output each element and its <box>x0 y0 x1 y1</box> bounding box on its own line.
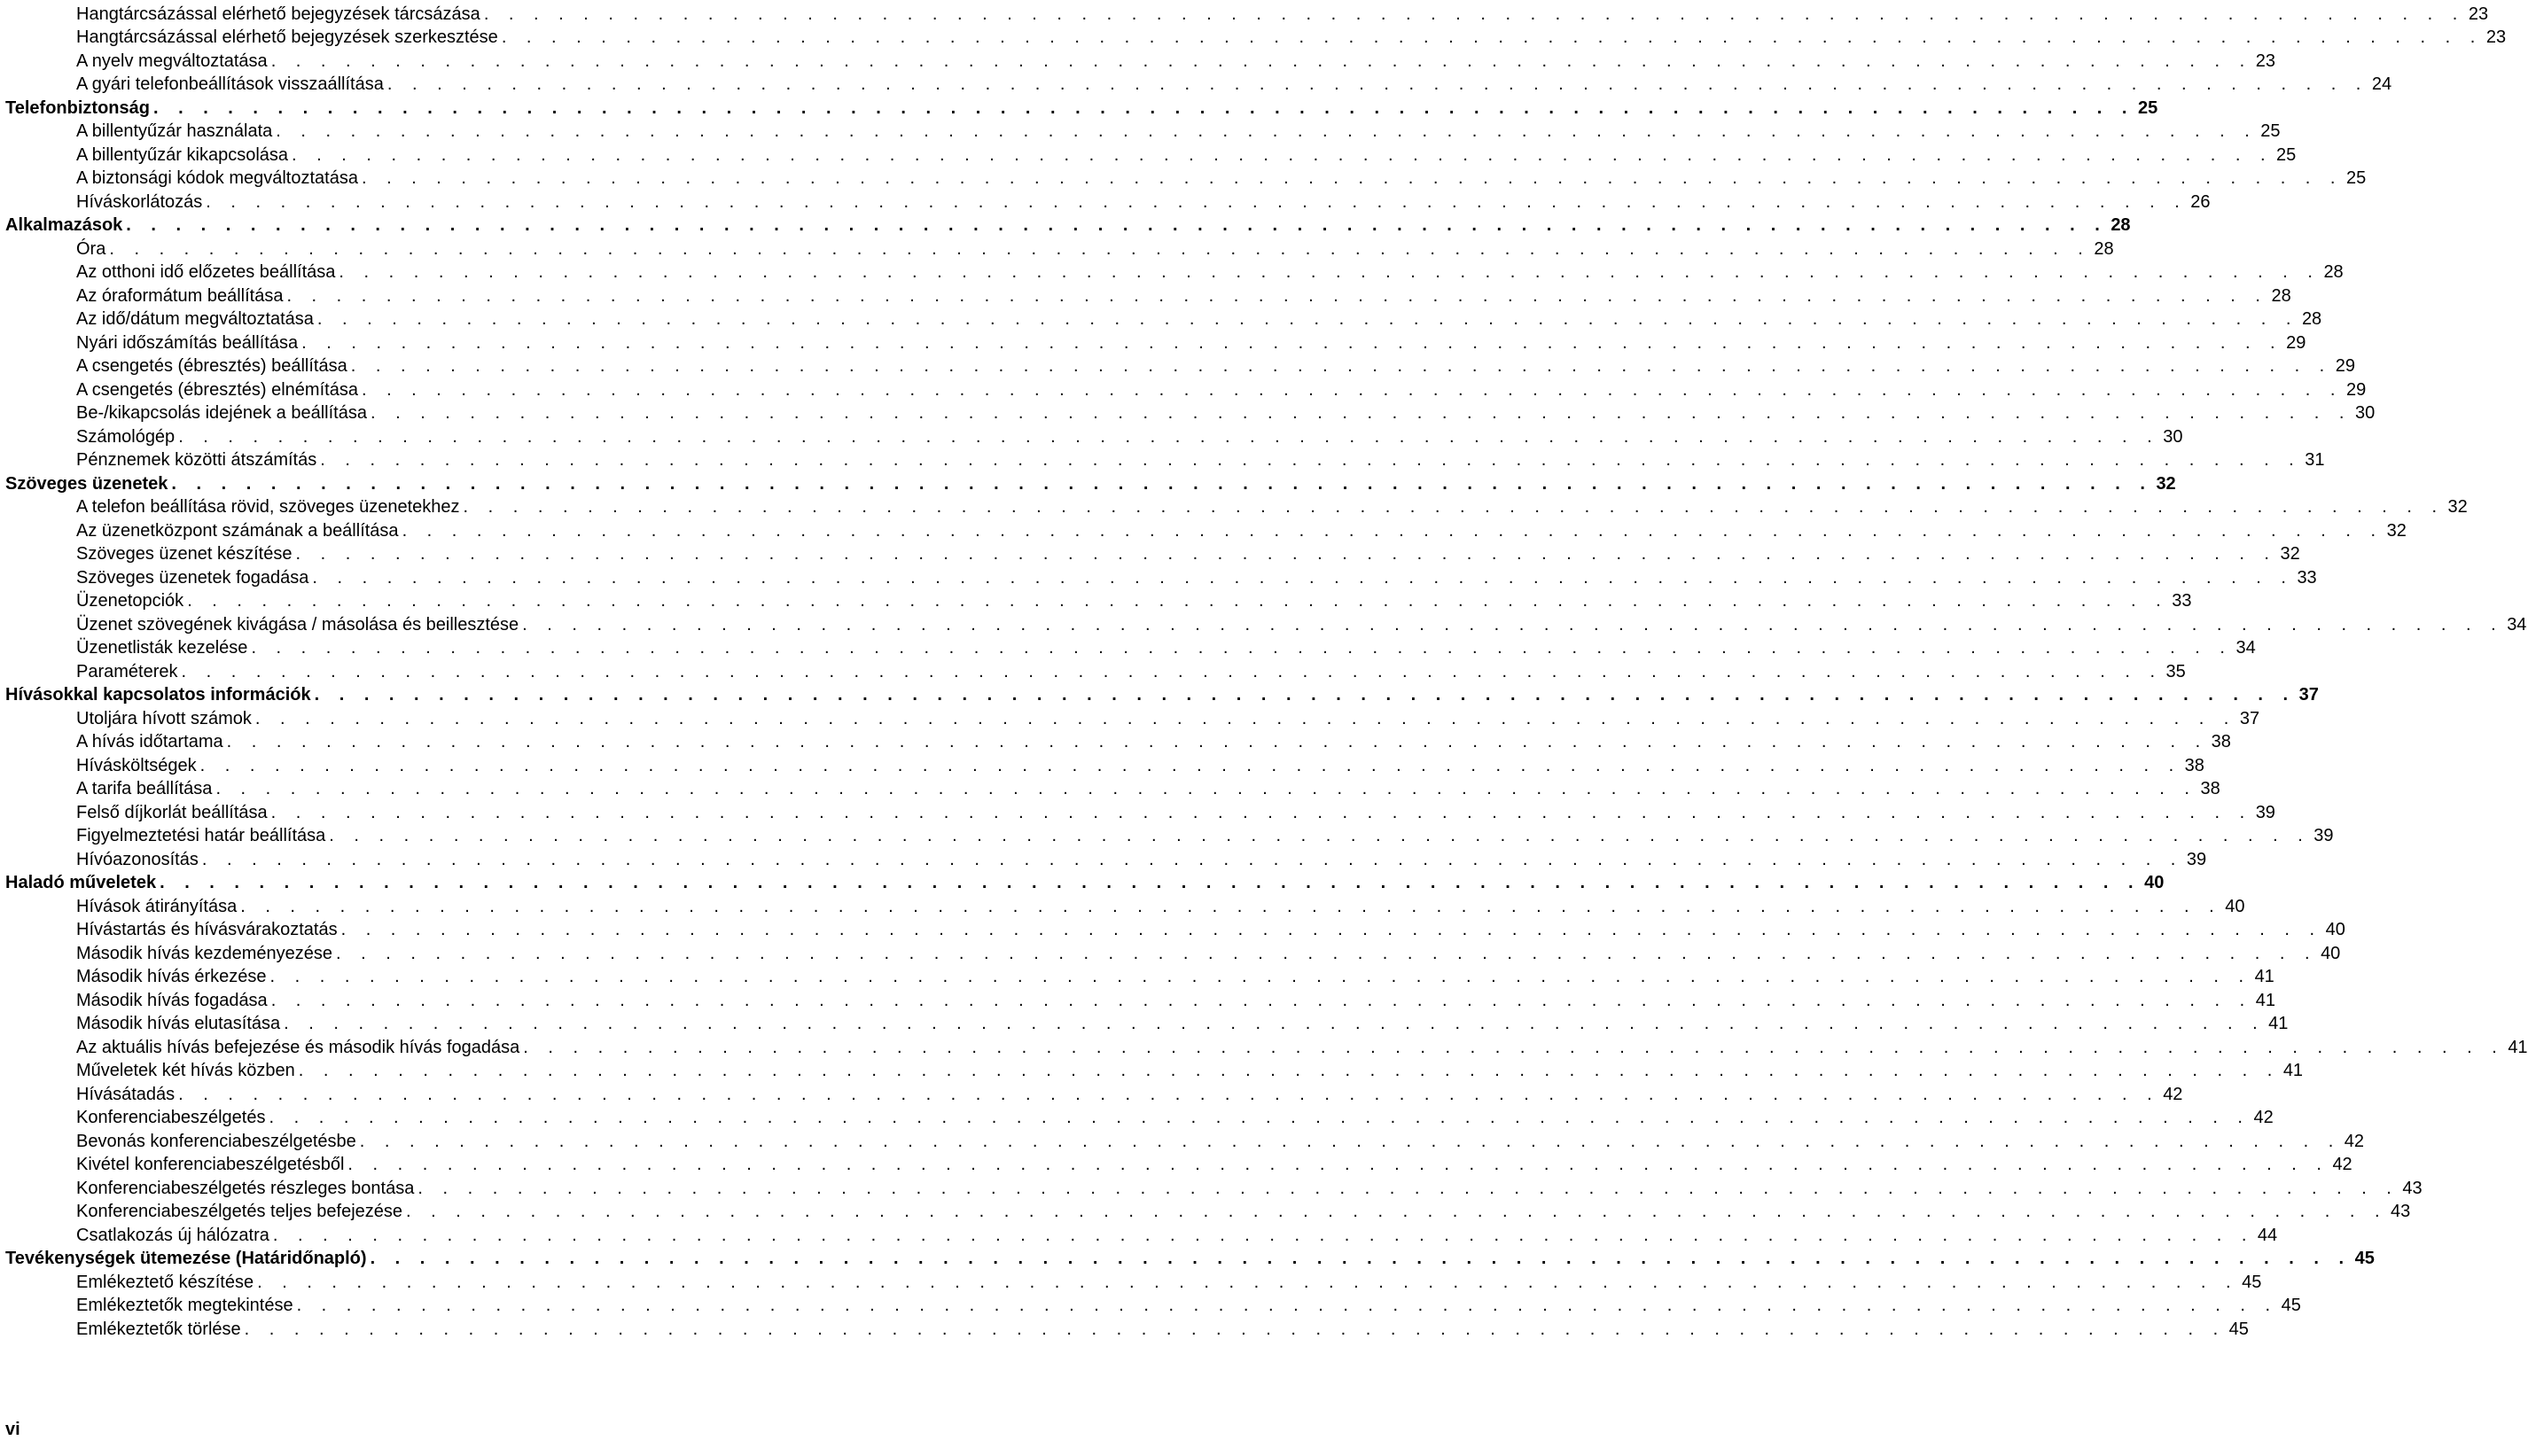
toc-entry-title: Második hívás elutasítása <box>76 1014 281 1033</box>
toc-entry-title: Második hívás kezdeményezése <box>76 943 333 963</box>
toc-entry-title: Üzenetlisták kezelése <box>76 638 248 658</box>
toc-subsection-entry <box>5 282 2291 306</box>
toc-entry-page: 43 <box>2391 1202 2411 1221</box>
toc-entry-title: Nyári időszámítás beállítása <box>76 332 299 353</box>
toc-entry-title: Híváskorlátozás <box>76 191 203 212</box>
toc-entry-page: 28 <box>2094 238 2114 259</box>
toc-entry-title: Be-/kikapcsolás idejének a beállítása <box>76 403 367 423</box>
toc-subsection-entry <box>5 1127 2365 1151</box>
toc-dot-leader: . . . . . . . . . . . . . . . . . . . . . . . . . . . . . . . . . . . . . . . . . . . . . . . . . . . . . . . . . . . . . . . . . . . . . . . . . . . . . . . . <box>339 262 2321 282</box>
toc-entry-page: 38 <box>2200 779 2220 798</box>
toc-entry-title: Haladó műveletek <box>5 873 157 892</box>
toc-subsection-entry <box>5 1057 2304 1081</box>
toc-dot-leader: . . . . . . . . . . . . . . . . . . . . . . . . . . . . . . . . . . . . . . . . . . . . . . . . . . . . . . . . . . . . . . . . . . . . . . . . . . . . . . . . <box>269 967 2251 986</box>
toc-entry-title: Pénznemek közötti átszámítás <box>76 450 317 470</box>
toc-entry-page: 37 <box>2239 708 2260 728</box>
toc-dot-leader: . . . . . . . . . . . . . . . . . . . . . . . . . . . . . . . . . . . . . . . . . . . . . . . . . . . . . . . . . . . . . . . . . . . . . . . . . . . . . . . . <box>215 779 2197 798</box>
toc-dot-leader: . . . . . . . . . . . . . . . . . . . . . . . . . . . . . . . . . . . . . . . . . . . . . . . . . . . . . . . . . . . . . . . . . . . . . . . . . . . . . . . . <box>298 1061 2280 1080</box>
toc-subsection-entry <box>5 494 2468 518</box>
toc-subsection-entry <box>5 1174 2423 1198</box>
toc-dot-leader: . . . . . . . . . . . . . . . . . . . . . . . . . . . . . . . . . . . . . . . . . . . . . . . . . . . . . . . . . . . . . . . . . . . . . . . . . . . . . . . . <box>276 121 2258 141</box>
toc-subsection-entry <box>5 705 2260 728</box>
toc-entry-title: Hívásköltségek <box>76 755 197 775</box>
toc-dot-leader: . . . . . . . . . . . . . . . . . . . . . . . . . . . . . . . . . . . . . . . . . . . . . . . . . . . . . . . . . . . . . . . . . . . . . . . . . . . . . . . . <box>370 1249 2352 1268</box>
toc-entry-title: Második hívás érkezése <box>76 967 267 986</box>
toc-dot-leader: . . . . . . . . . . . . . . . . . . . . . . . . . . . . . . . . . . . . . . . . . . . . . . . . . . . . . . . . . . . . . . . . . . . . . . . . . . . . . . . . <box>406 1202 2388 1221</box>
toc-entry-title: Felső díjkorlát beállítása <box>76 802 268 822</box>
toc-entry-page: 40 <box>2144 873 2165 892</box>
toc-entry-page: 25 <box>2345 168 2367 188</box>
toc-subsection-entry <box>5 658 2186 681</box>
toc-dot-leader: . . . . . . . . . . . . . . . . . . . . . . . . . . . . . . . . . . . . . . . . . . . . . . . . . . . . . . . . . . . . . . . . . . . . . . . . . . . . . . . . <box>286 285 2268 306</box>
toc-entry-page: 34 <box>2507 614 2527 635</box>
toc-subsection-entry <box>5 1151 2352 1175</box>
toc-subsection-entry <box>5 1010 2289 1034</box>
toc-entry-title: Az óraformátum beállítása <box>76 285 284 306</box>
toc-dot-leader: . . . . . . . . . . . . . . . . . . . . . . . . . . . . . . . . . . . . . . . . . . . . . . . . . . . . . . . . . . . . . . . . . . . . . . . . . . . . . . . . <box>316 309 2298 329</box>
toc-dot-leader: . . . . . . . . . . . . . . . . . . . . . . . . . . . . . . . . . . . . . . . . . . . . . . . . . . . . . . . . . . . . . . . . . . . . . . . . . . . . . . . . <box>522 614 2504 635</box>
toc-subsection-entry <box>5 845 2207 869</box>
toc-subsection-entry <box>5 1033 2528 1057</box>
toc-entry-page: 30 <box>2354 403 2376 423</box>
toc-entry-page: 39 <box>2255 802 2275 822</box>
toc-entry-title: Az idő/dátum megváltoztatása <box>76 309 314 329</box>
toc-section-entry <box>5 470 2176 494</box>
toc-entry-title: Üzenetopciók <box>76 591 184 611</box>
toc-entry-page: 23 <box>2255 51 2275 71</box>
toc-subsection-entry <box>5 635 2256 658</box>
toc-entry-title: Kivétel konferenciabeszélgetésből <box>76 1155 345 1174</box>
toc-subsection-entry <box>5 71 2392 95</box>
toc-dot-leader: . . . . . . . . . . . . . . . . . . . . . . . . . . . . . . . . . . . . . . . . . . . . . . . . . . . . . . . . . . . . . . . . . . . . . . . . . . . . . . . . <box>152 97 2134 118</box>
toc-entry-page: 25 <box>2276 144 2297 165</box>
toc-subsection-entry <box>5 751 2204 775</box>
toc-entry-title: Óra <box>76 238 106 259</box>
toc-dot-leader: . . . . . . . . . . . . . . . . . . . . . . . . . . . . . . . . . . . . . . . . . . . . . . . . . . . . . . . . . . . . . . . . . . . . . . . . . . . . . . . . <box>178 426 2160 447</box>
toc-dot-leader: . . . . . . . . . . . . . . . . . . . . . . . . . . . . . . . . . . . . . . . . . . . . . . . . . . . . . . . . . . . . . . . . . . . . . . . . . . . . . . . . <box>301 332 2283 353</box>
toc-dot-leader: . . . . . . . . . . . . . . . . . . . . . . . . . . . . . . . . . . . . . . . . . . . . . . . . . . . . . . . . . . . . . . . . . . . . . . . . . . . . . . . . <box>312 567 2294 588</box>
toc-entry-page: 41 <box>2268 1014 2289 1033</box>
toc-subsection-entry <box>5 400 2376 424</box>
toc-subsection-entry <box>5 306 2322 330</box>
toc-dot-leader: . . . . . . . . . . . . . . . . . . . . . . . . . . . . . . . . . . . . . . . . . . . . . . . . . . . . . . . . . . . . . . . . . . . . . . . . . . . . . . . . <box>340 920 2322 939</box>
toc-entry-title: Az üzenetközpont számának a beállítása <box>76 520 399 541</box>
toc-entry-title: A csengetés (ébresztés) beállítása <box>76 356 347 376</box>
toc-subsection-entry <box>5 728 2231 752</box>
toc-subsection-entry <box>5 423 2183 447</box>
toc-entry-page: 45 <box>2228 1319 2249 1339</box>
toc-dot-leader: . . . . . . . . . . . . . . . . . . . . . . . . . . . . . . . . . . . . . . . . . . . . . . . . . . . . . . . . . . . . . . . . . . . . . . . . . . . . . . . . <box>347 1155 2329 1174</box>
toc-entry-title: A billentyűzár kikapcsolása <box>76 144 289 165</box>
toc-dot-leader: . . . . . . . . . . . . . . . . . . . . . . . . . . . . . . . . . . . . . . . . . . . . . . . . . . . . . . . . . . . . . . . . . . . . . . . . . . . . . . . . <box>361 168 2343 188</box>
toc-entry-page: 39 <box>2313 826 2334 845</box>
toc-entry-page: 25 <box>2137 97 2158 118</box>
toc-subsection-entry <box>5 892 2245 916</box>
toc-entry-page: 41 <box>2508 1037 2528 1057</box>
toc-dot-leader: . . . . . . . . . . . . . . . . . . . . . . . . . . . . . . . . . . . . . . . . . . . . . . . . . . . . . . . . . . . . . . . . . . . . . . . . . . . . . . . . <box>181 661 2163 681</box>
toc-subsection-entry <box>5 517 2407 541</box>
toc-entry-title: Hívóazonosítás <box>76 849 199 869</box>
page-number: vi <box>5 1420 20 1439</box>
toc-entry-page: 28 <box>2323 262 2344 282</box>
toc-entry-page: 38 <box>2184 755 2204 775</box>
toc-entry-title: Konferenciabeszélgetés részleges bontása <box>76 1178 415 1198</box>
toc-entry-title: Hívásátadás <box>76 1084 176 1104</box>
toc-entry-page: 43 <box>2402 1178 2423 1198</box>
toc-subsection-entry <box>5 1315 2249 1339</box>
toc-subsection-entry <box>5 353 2355 377</box>
toc-subsection-entry <box>5 259 2344 283</box>
toc-dot-leader: . . . . . . . . . . . . . . . . . . . . . . . . . . . . . . . . . . . . . . . . . . . . . . . . . . . . . . . . . . . . . . . . . . . . . . . . . . . . . . . . <box>483 4 2465 24</box>
toc-dot-leader: . . . . . . . . . . . . . . . . . . . . . . . . . . . . . . . . . . . . . . . . . . . . . . . . . . . . . . . . . . . . . . . . . . . . . . . . . . . . . . . . <box>314 685 2296 705</box>
toc-entry-page: 40 <box>2321 943 2341 963</box>
toc-subsection-entry <box>5 0 2489 24</box>
toc-entry-page: 41 <box>2255 990 2275 1010</box>
toc-dot-leader: . . . . . . . . . . . . . . . . . . . . . . . . . . . . . . . . . . . . . . . . . . . . . . . . . . . . . . . . . . . . . . . . . . . . . . . . . . . . . . . . <box>320 450 2302 470</box>
toc-entry-title: Paraméterek <box>76 661 178 681</box>
toc-dot-leader: . . . . . . . . . . . . . . . . . . . . . . . . . . . . . . . . . . . . . . . . . . . . . . . . . . . . . . . . . . . . . . . . . . . . . . . . . . . . . . . . <box>226 732 2208 751</box>
toc-entry-title: Műveletek két hívás közben <box>76 1061 295 1080</box>
toc-entry-page: 40 <box>2225 896 2245 916</box>
toc-entry-page: 34 <box>2235 638 2256 658</box>
toc-subsection-entry <box>5 775 2220 799</box>
toc-subsection-entry <box>5 564 2317 588</box>
toc-entry-title: A nyelv megváltoztatása <box>76 51 268 71</box>
toc-dot-leader: . . . . . . . . . . . . . . . . . . . . . . . . . . . . . . . . . . . . . . . . . . . . . . . . . . . . . . . . . . . . . . . . . . . . . . . . . . . . . . . . <box>402 520 2384 541</box>
toc-section-entry <box>5 94 2158 118</box>
toc-dot-leader: . . . . . . . . . . . . . . . . . . . . . . . . . . . . . . . . . . . . . . . . . . . . . . . . . . . . . . . . . . . . . . . . . . . . . . . . . . . . . . . . <box>361 379 2343 400</box>
toc-subsection-entry <box>5 798 2275 822</box>
toc-subsection-entry <box>5 1080 2183 1104</box>
toc-entry-page: 38 <box>2211 732 2231 751</box>
toc-dot-leader: . . . . . . . . . . . . . . . . . . . . . . . . . . . . . . . . . . . . . . . . . . . . . . . . . . . . . . . . . . . . . . . . . . . . . . . . . . . . . . . . <box>251 638 2233 658</box>
toc-dot-leader: . . . . . . . . . . . . . . . . . . . . . . . . . . . . . . . . . . . . . . . . . . . . . . . . . . . . . . . . . . . . . . . . . . . . . . . . . . . . . . . . <box>501 27 2483 47</box>
toc-dot-leader: . . . . . . . . . . . . . . . . . . . . . . . . . . . . . . . . . . . . . . . . . . . . . . . . . . . . . . . . . . . . . . . . . . . . . . . . . . . . . . . . <box>270 990 2252 1010</box>
toc-entry-title: Szöveges üzenet készítése <box>76 544 293 564</box>
toc-subsection-entry <box>5 376 2367 400</box>
toc-entry-title: Konferenciabeszélgetés <box>76 1108 266 1127</box>
toc-entry-title: Szöveges üzenetek <box>5 473 168 494</box>
toc-entry-title: Számológép <box>76 426 176 447</box>
toc-entry-title: Emlékeztető készítése <box>76 1272 254 1292</box>
toc-entry-page: 32 <box>2156 473 2176 494</box>
toc-entry-title: Az aktuális hívás befejezése és második hívás fogadása <box>76 1037 520 1057</box>
toc-entry-page: 32 <box>2280 544 2300 564</box>
toc-section-entry <box>5 1245 2375 1269</box>
toc-dot-leader: . . . . . . . . . . . . . . . . . . . . . . . . . . . . . . . . . . . . . . . . . . . . . . . . . . . . . . . . . . . . . . . . . . . . . . . . . . . . . . . . <box>126 215 2108 235</box>
toc-entry-title: Második hívás fogadása <box>76 990 268 1010</box>
toc-subsection-entry <box>5 1198 2411 1222</box>
toc-entry-title: Emlékeztetők megtekintése <box>76 1296 293 1315</box>
toc-dot-leader: . . . . . . . . . . . . . . . . . . . . . . . . . . . . . . . . . . . . . . . . . . . . . . . . . . . . . . . . . . . . . . . . . . . . . . . . . . . . . . . . <box>270 802 2252 822</box>
toc-dot-leader: . . . . . . . . . . . . . . . . . . . . . . . . . . . . . . . . . . . . . . . . . . . . . . . . . . . . . . . . . . . . . . . . . . . . . . . . . . . . . . . . <box>109 238 2091 259</box>
toc-subsection-entry <box>5 822 2334 846</box>
toc-dot-leader: . . . . . . . . . . . . . . . . . . . . . . . . . . . . . . . . . . . . . . . . . . . . . . . . . . . . . . . . . . . . . . . . . . . . . . . . . . . . . . . . <box>386 74 2368 94</box>
toc-entry-page: 32 <box>2386 520 2407 541</box>
toc-dot-leader: . . . . . . . . . . . . . . . . . . . . . . . . . . . . . . . . . . . . . . . . . . . . . . . . . . . . . . . . . . . . . . . . . . . . . . . . . . . . . . . . <box>463 497 2445 517</box>
toc-entry-page: 42 <box>2344 1131 2365 1151</box>
toc-subsection-entry <box>5 24 2507 48</box>
toc-subsection-entry <box>5 188 2211 212</box>
toc-entry-title: Utoljára hívott számok <box>76 708 252 728</box>
toc-entry-title: Hangtárcsázással elérhető bejegyzések tárcsázása <box>76 4 480 24</box>
toc-dot-leader: . . . . . . . . . . . . . . . . . . . . . . . . . . . . . . . . . . . . . . . . . . . . . . . . . . . . . . . . . . . . . . . . . . . . . . . . . . . . . . . . <box>160 873 2142 892</box>
toc-entry-title: Figyelmeztetési határ beállítása <box>76 826 326 845</box>
table-of-contents <box>5 0 2528 1339</box>
toc-subsection-entry <box>5 1221 2278 1245</box>
toc-dot-leader: . . . . . . . . . . . . . . . . . . . . . . . . . . . . . . . . . . . . . . . . . . . . . . . . . . . . . . . . . . . . . . . . . . . . . . . . . . . . . . . . <box>292 144 2274 165</box>
toc-entry-page: 45 <box>2242 1272 2262 1292</box>
toc-subsection-entry <box>5 141 2297 165</box>
toc-dot-leader: . . . . . . . . . . . . . . . . . . . . . . . . . . . . . . . . . . . . . . . . . . . . . . . . . . . . . . . . . . . . . . . . . . . . . . . . . . . . . . . . <box>171 473 2153 494</box>
toc-entry-page: 29 <box>2286 332 2306 353</box>
toc-entry-title: Konferenciabeszélgetés teljes befejezése <box>76 1202 403 1221</box>
toc-entry-page: 40 <box>2325 920 2345 939</box>
toc-dot-leader: . . . . . . . . . . . . . . . . . . . . . . . . . . . . . . . . . . . . . . . . . . . . . . . . . . . . . . . . . . . . . . . . . . . . . . . . . . . . . . . . <box>336 943 2318 963</box>
toc-entry-page: 32 <box>2447 497 2468 517</box>
toc-subsection-entry <box>5 588 2192 611</box>
toc-subsection-entry <box>5 1268 2262 1292</box>
toc-subsection-entry <box>5 165 2367 189</box>
toc-entry-title: Alkalmazások <box>5 215 123 235</box>
toc-entry-title: Üzenet szövegének kivágása / másolása és beillesztése <box>76 614 519 635</box>
toc-entry-page: 25 <box>2260 121 2281 141</box>
toc-subsection-entry <box>5 329 2306 353</box>
toc-entry-page: 41 <box>2282 1061 2304 1080</box>
toc-entry-page: 44 <box>2257 1225 2278 1245</box>
toc-entry-page: 29 <box>2345 379 2367 400</box>
toc-subsection-entry <box>5 47 2275 71</box>
toc-entry-page: 29 <box>2335 356 2355 376</box>
toc-section-entry <box>5 681 2319 705</box>
toc-entry-title: Hangtárcsázással elérhető bejegyzések szerkesztése <box>76 27 498 47</box>
toc-dot-leader: . . . . . . . . . . . . . . . . . . . . . . . . . . . . . . . . . . . . . . . . . . . . . . . . . . . . . . . . . . . . . . . . . . . . . . . . . . . . . . . . <box>296 1296 2278 1315</box>
toc-entry-page: 45 <box>2281 1296 2301 1315</box>
toc-section-entry <box>5 212 2131 236</box>
toc-entry-title: Hívások átirányítása <box>76 896 238 916</box>
toc-entry-page: 42 <box>2332 1155 2352 1174</box>
toc-entry-title: Telefonbiztonság <box>5 97 150 118</box>
toc-subsection-entry <box>5 1104 2274 1128</box>
toc-entry-page: 28 <box>2111 215 2131 235</box>
toc-entry-title: Az otthoni idő előzetes beállítása <box>76 262 336 282</box>
toc-entry-title: Hívástartás és hívásvárakoztatás <box>76 920 338 939</box>
toc-entry-title: Tevékenységek ütemezése (Határidőnapló) <box>5 1249 367 1268</box>
toc-subsection-entry <box>5 235 2114 259</box>
toc-dot-leader: . . . . . . . . . . . . . . . . . . . . . . . . . . . . . . . . . . . . . . . . . . . . . . . . . . . . . . . . . . . . . . . . . . . . . . . . . . . . . . . . <box>359 1131 2341 1151</box>
toc-dot-leader: . . . . . . . . . . . . . . . . . . . . . . . . . . . . . . . . . . . . . . . . . . . . . . . . . . . . . . . . . . . . . . . . . . . . . . . . . . . . . . . . <box>257 1272 2239 1292</box>
toc-dot-leader: . . . . . . . . . . . . . . . . . . . . . . . . . . . . . . . . . . . . . . . . . . . . . . . . . . . . . . . . . . . . . . . . . . . . . . . . . . . . . . . . <box>244 1319 2226 1339</box>
toc-dot-leader: . . . . . . . . . . . . . . . . . . . . . . . . . . . . . . . . . . . . . . . . . . . . . . . . . . . . . . . . . . . . . . . . . . . . . . . . . . . . . . . . <box>178 1084 2160 1104</box>
toc-entry-title: A tarifa beállítása <box>76 779 213 798</box>
toc-dot-leader: . . . . . . . . . . . . . . . . . . . . . . . . . . . . . . . . . . . . . . . . . . . . . . . . . . . . . . . . . . . . . . . . . . . . . . . . . . . . . . . . <box>201 849 2183 869</box>
toc-subsection-entry <box>5 541 2300 564</box>
toc-entry-page: 45 <box>2354 1249 2375 1268</box>
toc-subsection-entry <box>5 447 2325 471</box>
toc-subsection-entry <box>5 939 2341 963</box>
toc-dot-leader: . . . . . . . . . . . . . . . . . . . . . . . . . . . . . . . . . . . . . . . . . . . . . . . . . . . . . . . . . . . . . . . . . . . . . . . . . . . . . . . . <box>284 1014 2266 1033</box>
toc-entry-title: A hívás időtartama <box>76 732 223 751</box>
toc-entry-page: 35 <box>2165 661 2186 681</box>
toc-dot-leader: . . . . . . . . . . . . . . . . . . . . . . . . . . . . . . . . . . . . . . . . . . . . . . . . . . . . . . . . . . . . . . . . . . . . . . . . . . . . . . . . <box>187 591 2169 611</box>
toc-dot-leader: . . . . . . . . . . . . . . . . . . . . . . . . . . . . . . . . . . . . . . . . . . . . . . . . . . . . . . . . . . . . . . . . . . . . . . . . . . . . . . . . <box>272 1225 2254 1245</box>
toc-dot-leader: . . . . . . . . . . . . . . . . . . . . . . . . . . . . . . . . . . . . . . . . . . . . . . . . . . . . . . . . . . . . . . . . . . . . . . . . . . . . . . . . <box>269 1108 2251 1127</box>
toc-dot-leader: . . . . . . . . . . . . . . . . . . . . . . . . . . . . . . . . . . . . . . . . . . . . . . . . . . . . . . . . . . . . . . . . . . . . . . . . . . . . . . . . <box>240 896 2222 916</box>
toc-dot-leader: . . . . . . . . . . . . . . . . . . . . . . . . . . . . . . . . . . . . . . . . . . . . . . . . . . . . . . . . . . . . . . . . . . . . . . . . . . . . . . . . <box>350 356 2332 376</box>
toc-dot-leader: . . . . . . . . . . . . . . . . . . . . . . . . . . . . . . . . . . . . . . . . . . . . . . . . . . . . . . . . . . . . . . . . . . . . . . . . . . . . . . . . <box>254 708 2236 728</box>
toc-entry-page: 42 <box>2163 1084 2183 1104</box>
toc-subsection-entry <box>5 1292 2301 1316</box>
toc-entry-title: Bevonás konferenciabeszélgetésbe <box>76 1131 356 1151</box>
toc-entry-title: A biztonsági kódok megváltoztatása <box>76 168 358 188</box>
toc-entry-page: 33 <box>2172 591 2192 611</box>
toc-subsection-entry <box>5 611 2527 635</box>
toc-entry-page: 31 <box>2305 450 2325 470</box>
toc-entry-page: 24 <box>2371 74 2392 94</box>
toc-entry-page: 41 <box>2254 967 2274 986</box>
toc-subsection-entry <box>5 963 2274 987</box>
toc-dot-leader: . . . . . . . . . . . . . . . . . . . . . . . . . . . . . . . . . . . . . . . . . . . . . . . . . . . . . . . . . . . . . . . . . . . . . . . . . . . . . . . . <box>417 1178 2399 1198</box>
toc-entry-page: 23 <box>2485 27 2507 47</box>
toc-entry-page: 30 <box>2163 426 2183 447</box>
toc-section-entry <box>5 869 2165 893</box>
toc-entry-page: 37 <box>2298 685 2319 705</box>
toc-entry-title: Hívásokkal kapcsolatos információk <box>5 685 311 705</box>
toc-entry-title: A telefon beállítása rövid, szöveges üzenetekhez <box>76 497 460 517</box>
toc-dot-leader: . . . . . . . . . . . . . . . . . . . . . . . . . . . . . . . . . . . . . . . . . . . . . . . . . . . . . . . . . . . . . . . . . . . . . . . . . . . . . . . . <box>199 755 2181 775</box>
toc-entry-page: 28 <box>2271 285 2291 306</box>
toc-subsection-entry <box>5 916 2345 940</box>
toc-entry-page: 33 <box>2297 567 2317 588</box>
toc-entry-page: 26 <box>2190 191 2211 212</box>
toc-subsection-entry <box>5 118 2281 142</box>
toc-entry-page: 28 <box>2301 309 2322 329</box>
toc-entry-page: 42 <box>2253 1108 2274 1127</box>
toc-entry-title: A billentyűzár használata <box>76 121 273 141</box>
toc-entry-title: Szöveges üzenetek fogadása <box>76 567 309 588</box>
toc-entry-title: A gyári telefonbeállítások visszaállítása <box>76 74 384 94</box>
toc-dot-leader: . . . . . . . . . . . . . . . . . . . . . . . . . . . . . . . . . . . . . . . . . . . . . . . . . . . . . . . . . . . . . . . . . . . . . . . . . . . . . . . . <box>523 1037 2505 1057</box>
toc-entry-title: Emlékeztetők törlése <box>76 1319 241 1339</box>
toc-entry-page: 39 <box>2186 849 2207 869</box>
toc-entry-page: 23 <box>2468 4 2489 24</box>
toc-dot-leader: . . . . . . . . . . . . . . . . . . . . . . . . . . . . . . . . . . . . . . . . . . . . . . . . . . . . . . . . . . . . . . . . . . . . . . . . . . . . . . . . <box>370 403 2352 423</box>
toc-dot-leader: . . . . . . . . . . . . . . . . . . . . . . . . . . . . . . . . . . . . . . . . . . . . . . . . . . . . . . . . . . . . . . . . . . . . . . . . . . . . . . . . <box>270 51 2252 71</box>
toc-dot-leader: . . . . . . . . . . . . . . . . . . . . . . . . . . . . . . . . . . . . . . . . . . . . . . . . . . . . . . . . . . . . . . . . . . . . . . . . . . . . . . . . <box>295 544 2277 564</box>
toc-entry-title: Csatlakozás új hálózatra <box>76 1225 269 1245</box>
toc-dot-leader: . . . . . . . . . . . . . . . . . . . . . . . . . . . . . . . . . . . . . . . . . . . . . . . . . . . . . . . . . . . . . . . . . . . . . . . . . . . . . . . . <box>329 826 2311 845</box>
toc-dot-leader: . . . . . . . . . . . . . . . . . . . . . . . . . . . . . . . . . . . . . . . . . . . . . . . . . . . . . . . . . . . . . . . . . . . . . . . . . . . . . . . . <box>206 191 2188 212</box>
toc-subsection-entry <box>5 986 2275 1010</box>
toc-entry-title: A csengetés (ébresztés) elnémítása <box>76 379 358 400</box>
